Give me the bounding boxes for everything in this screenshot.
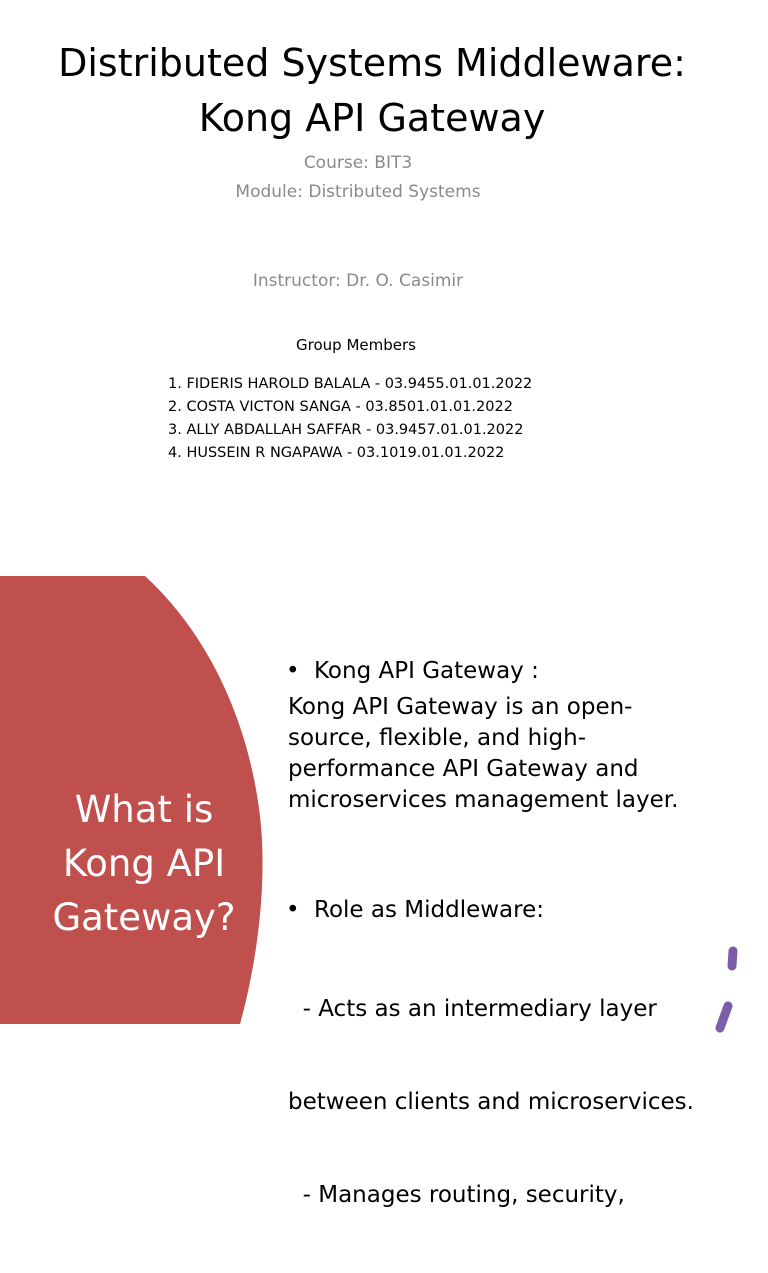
paragraph-line: Kong API Gateway is an open- <box>288 694 633 720</box>
paragraph-line: - Acts as an intermediary layer <box>288 996 657 1022</box>
paragraph-line: microservices management layer. <box>288 787 679 813</box>
course-text: Course: BIT3 <box>303 153 413 173</box>
slide-heading-line-3: Gateway? <box>52 896 236 939</box>
decorative-stroke-icon <box>700 936 760 1024</box>
bullet-kong-api-gateway <box>286 656 728 687</box>
slide-heading-line-2: Kong API <box>62 842 226 885</box>
bullet-title: Kong API Gateway : <box>314 658 539 684</box>
bullet-icon: • <box>286 897 300 923</box>
slide-title-line-1: Distributed Systems Middleware: <box>58 41 686 85</box>
paragraph-line: - Manages routing, security, <box>288 1182 625 1208</box>
paragraph-line: source, flexible, and high- <box>288 725 587 751</box>
bullet-paragraph <box>288 932 728 1273</box>
bullet-icon: • <box>286 658 300 684</box>
paragraph-line: performance API Gateway and <box>288 756 639 782</box>
group-member-item: 4. HUSSEIN R NGAPAWA - 03.1019.01.01.2022 <box>168 445 505 461</box>
bullet-paragraph <box>288 692 728 816</box>
paragraph-line: between clients and microservices. <box>288 1089 694 1115</box>
group-member-item: 3. ALLY ABDALLAH SAFFAR - 03.9457.01.01.2022 <box>168 422 524 438</box>
title-slide <box>0 0 768 576</box>
slide-title-line-2: Kong API Gateway <box>198 96 546 140</box>
slide-heading-line-1: What is <box>74 788 214 831</box>
group-members-heading: Group Members <box>296 336 416 354</box>
group-member-item: 1. FIDERIS HAROLD BALALA - 03.9455.01.01.2022 <box>168 376 533 392</box>
bullet-title: Role as Middleware: <box>314 897 544 923</box>
slide-heading <box>28 783 260 945</box>
bullet-role-as-middleware <box>286 895 728 926</box>
module-text: Module: Distributed Systems <box>235 182 481 202</box>
instructor-text: Instructor: Dr. O. Casimir <box>252 271 464 291</box>
group-member-item: 2. COSTA VICTON SANGA - 03.8501.01.01.2022 <box>168 399 513 415</box>
slide-title <box>0 36 744 146</box>
content-slide <box>0 576 768 1208</box>
slide-body <box>288 656 728 1273</box>
group-members-list <box>168 373 532 465</box>
